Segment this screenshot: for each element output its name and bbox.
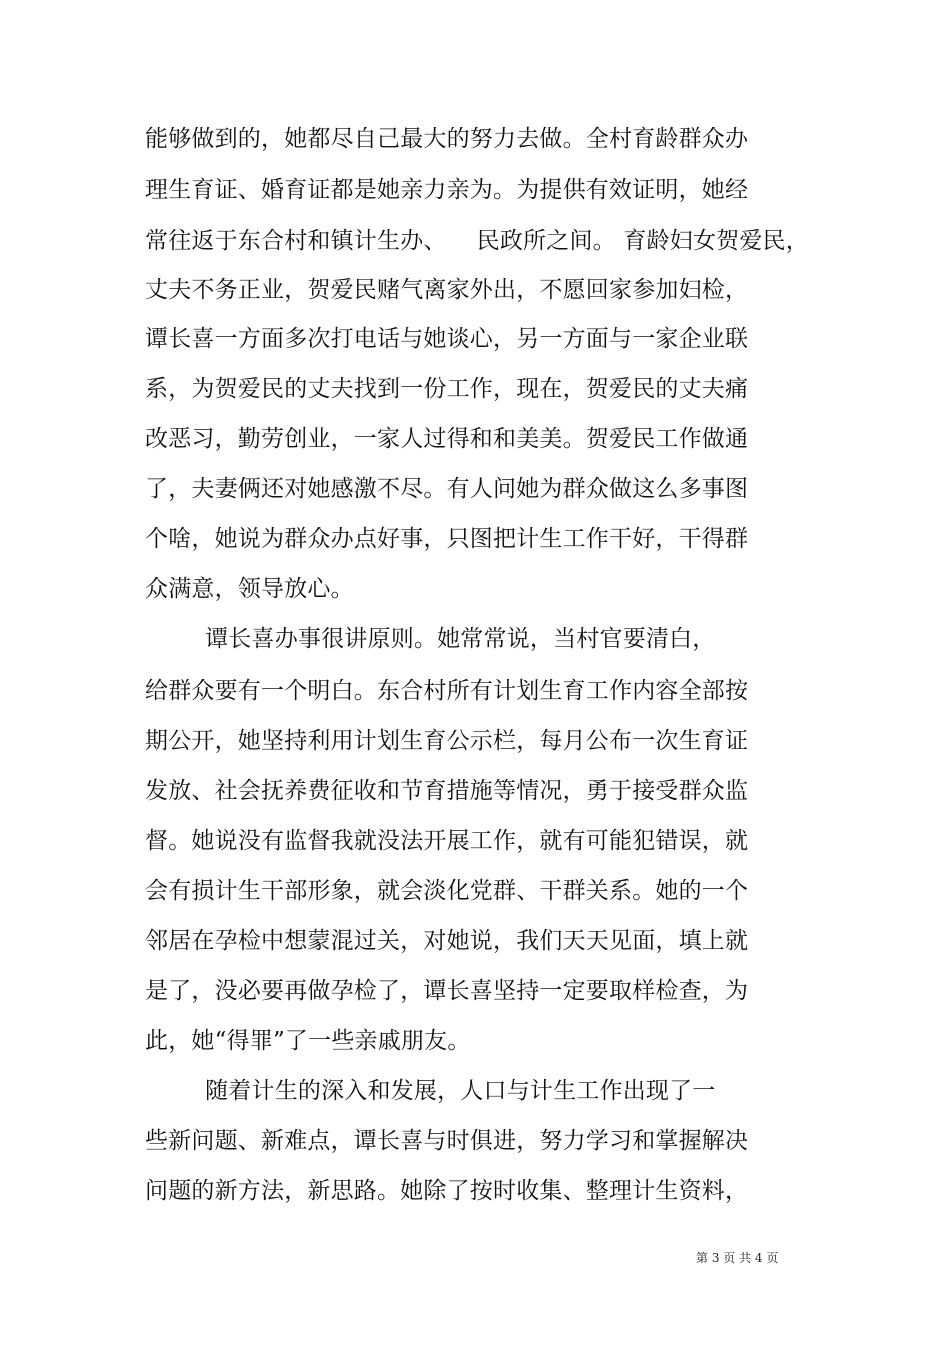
page-number-footer: 第 3 页 共 4 页 <box>696 1251 779 1265</box>
body-text-line: 个啥，她说为群众办点好事，只图把计生工作干好，干得群 <box>145 526 749 552</box>
body-text-line: 常往返于东合村和镇计生办、 民政所之间。 育龄妇女贺爱民， <box>145 228 809 254</box>
body-text-line: 了，夫妻俩还对她感激不尽。有人问她为群众做这么多事图 <box>145 476 749 502</box>
paragraph-first-line: 随着计生的深入和发展，人口与计生工作出现了一 <box>145 1078 716 1104</box>
paragraph-first-line: 谭长喜办事很讲原则。她常常说，当村官要清白， <box>145 626 716 652</box>
body-text-line: 会有损计生干部形象，就会淡化党群、干群关系。她的一个 <box>145 878 749 904</box>
body-text-line: 发放、社会抚养费征收和节育措施等情况，勇于接受群众监 <box>145 778 749 804</box>
body-text-line: 众满意，领导放心。 <box>145 576 354 602</box>
body-text-line: 能够做到的，她都尽自己最大的努力去做。全村育龄群众办 <box>145 126 749 152</box>
body-text-line: 理生育证、婚育证都是她亲力亲为。为提供有效证明，她经 <box>145 177 749 203</box>
body-text-line: 期公开，她坚持利用计划生育公示栏，每月公布一次生育证 <box>145 728 749 754</box>
body-text-line: 给群众要有一个明白。东合村所有计划生育工作内容全部按 <box>145 678 749 704</box>
body-text-line: 此，她“得罪”了一些亲戚朋友。 <box>145 1028 471 1054</box>
body-text-line: 问题的新方法，新思路。她除了按时收集、整理计生资料， <box>145 1178 749 1204</box>
body-text-line: 督。她说没有监督我就没法开展工作，就有可能犯错误，就 <box>145 828 749 854</box>
body-text-line: 系，为贺爱民的丈夫找到一份工作，现在，贺爱民的丈夫痛 <box>145 376 749 402</box>
body-text-line: 改恶习，勤劳创业，一家人过得和和美美。贺爱民工作做通 <box>145 426 749 452</box>
body-text-line: 谭长喜一方面多次打电话与她谈心，另一方面与一家企业联 <box>145 326 749 352</box>
body-text-line: 些新问题、新难点，谭长喜与时俱进，努力学习和掌握解决 <box>145 1128 749 1154</box>
body-text-line: 丈夫不务正业，贺爱民赌气离家外出，不愿回家参加妇检， <box>145 277 749 303</box>
body-text-line: 是了，没必要再做孕检了，谭长喜坚持一定要取样检查，为 <box>145 978 749 1004</box>
body-text-line: 邻居在孕检中想蒙混过关，对她说，我们天天见面，填上就 <box>145 928 749 954</box>
